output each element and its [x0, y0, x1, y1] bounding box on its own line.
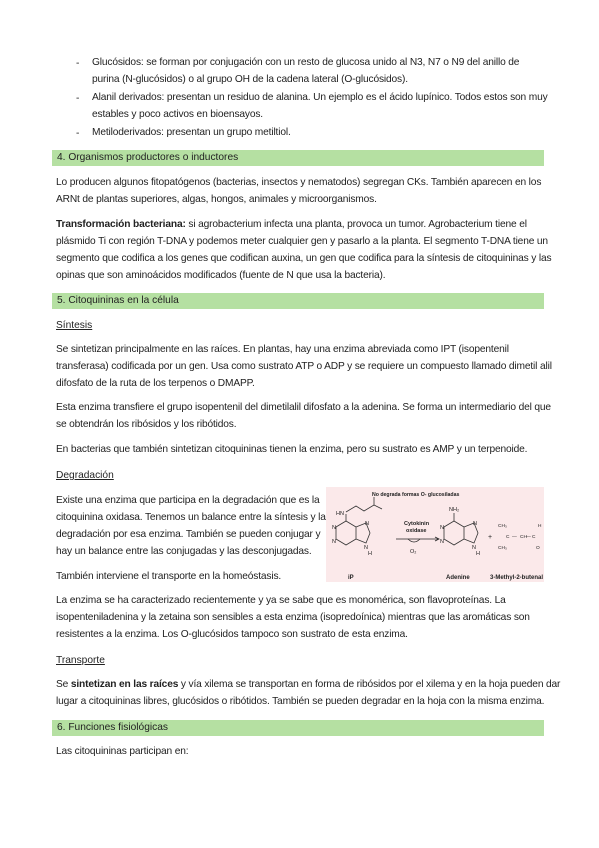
- ip-molecule-icon: [336, 497, 382, 545]
- ip-hn-label: HN: [336, 511, 344, 517]
- ip-n7-label: N: [365, 521, 369, 527]
- degradacion-p3-line2: isopenteniladenina y la zetaina son sensibles a esta enzima (isopredoínica) mientras que las aromáticas son: [56, 612, 530, 623]
- figure-plus: +: [488, 534, 493, 541]
- sintesis-p1-line2: transferasa) codificada por un gen. Usa como sustrato ATP o ADP y se requiere un compuesto llamado dimetil alil: [56, 361, 552, 372]
- sintesis-p1-line3: difosfato de la ruta de los terpenos o DMAPP.: [56, 378, 255, 389]
- butenal-o-label: O: [536, 546, 540, 551]
- figure-label-ip: iP: [348, 575, 354, 581]
- adenine-nh2-label: NH₂: [449, 507, 460, 513]
- transformacion-bold: Transformación bacteriana:: [56, 219, 186, 230]
- butenal-bond-1: —: [512, 535, 517, 540]
- bullet-mark: -: [76, 128, 80, 139]
- bullet-metilo-line1: Metiloderivados: presentan un grupo metiltiol.: [92, 127, 291, 138]
- bullet-alanil-line2: estables y poco activos en bioensayos.: [92, 109, 263, 120]
- adenine-molecule-icon: [444, 513, 478, 545]
- subheading-degradacion: Degradación: [56, 470, 114, 481]
- adenine-n1-label: N: [440, 525, 444, 531]
- butenal-ch-label: CH: [520, 535, 527, 540]
- ip-h-label: H: [368, 551, 372, 557]
- transformacion-text: si agrobacterium infecta una planta, provoca un tumor. Agrobacterium tiene el: [185, 219, 527, 230]
- butenal-ch3-bottom: CH₃: [498, 546, 507, 551]
- transporte-rest: y vía xilema se transportan en forma de ribósidos por el xilema y en la hoja pueden dar: [178, 679, 561, 690]
- section-heading-6-text: 6. Funciones fisiológicas: [57, 722, 168, 733]
- degradacion-p1-line1: Existe una enzima que participa en la degradación que es la: [56, 495, 320, 506]
- sintesis-p2-line2: se obtendrán los ribósidos y los ribótidos.: [56, 419, 237, 430]
- figure-label-adenine: Adenine: [446, 575, 470, 581]
- adenine-h-label: H: [476, 551, 480, 557]
- sintesis-p3: En bacterias que también sintetizan citoquininas tienen la enzima, pero su sustrato es AMP y un terpenoide.: [56, 444, 528, 455]
- butenal-h-label: H: [538, 524, 542, 529]
- figure-enzyme-line2: oxidase: [406, 528, 427, 534]
- degradation-figure: [326, 487, 544, 582]
- bullet-mark: -: [76, 58, 80, 69]
- adenine-n9-label: N: [472, 545, 476, 551]
- s4-paragraph2-line3: segmento que codifica a los genes que codifican auxina, un gen que codifica para la síntesis de citoquininas y las: [56, 253, 552, 264]
- ip-n3-label: N: [332, 539, 336, 545]
- transporte-pre: Se: [56, 679, 71, 690]
- degradacion-p1-line4: hay un balance entre las conjugadas y las desconjugadas.: [56, 546, 312, 557]
- sintesis-p2-line1: Esta enzima transfiere el grupo isopentenil del dimetilalil difosfato a la adenina. Se forma un intermediario del que: [56, 402, 551, 413]
- section-heading-4-text: 4. Organismos productores o inductores: [57, 152, 239, 163]
- bullet-alanil-line1: Alanil derivados: presentan un residuo de alanina. Un ejemplo es el ácido lupínico. Todos estos son muy: [92, 92, 548, 103]
- subheading-sintesis: Síntesis: [56, 320, 93, 331]
- degradacion-p1-line3: degradación por esa enzima. También se pueden conjugar y: [56, 529, 321, 540]
- butenal-c-label: C: [506, 535, 510, 540]
- degradacion-p2: También interviene el transporte en la homeóstasis.: [56, 571, 282, 582]
- figure-enzyme-line1: Cytokinin: [404, 521, 430, 527]
- butenal-c2-label: C: [532, 535, 536, 540]
- reaction-diagram: [326, 487, 544, 582]
- curved-arrow-icon: [408, 539, 420, 542]
- butenal-ch3-top: CH₃: [498, 524, 507, 529]
- figure-o2: O₂: [410, 549, 417, 555]
- section-heading-4: [52, 150, 544, 166]
- section-heading-5: [52, 293, 544, 309]
- section-heading-5-text: 5. Citoquininas en la célula: [57, 295, 179, 306]
- subheading-transporte: Transporte: [56, 655, 105, 666]
- butenal-bond-2: —: [526, 535, 531, 540]
- transporte-line1: [56, 676, 560, 694]
- s4-paragraph1-line2: ARNt de plantas superiores, algas, hongos, animales y microorganismos.: [56, 194, 377, 205]
- s4-paragraph2-line4: opinas que son aminoácidos modificados (fuente de N que usa la bacteria).: [56, 270, 386, 281]
- bullet-glucosidos-line1: Glucósidos: se forman por conjugación con un resto de glucosa unido al N3, N7 o N9 del anillo de: [92, 57, 520, 68]
- ip-n9-label: N: [364, 545, 368, 551]
- transporte-bold: sintetizan en las raíces: [70, 679, 179, 690]
- figure-top-note: No degrada formas O- glucosiladas: [372, 492, 460, 498]
- s4-paragraph2-line2: plásmido Ti con región T-DNA y podemos meter cualquier gen y pasarlo a la planta. El segmento T-DNA tiene un: [56, 236, 548, 247]
- s4-paragraph2-line1: [56, 216, 527, 234]
- figure-label-butenal: 3-Methyl-2-butenal: [490, 575, 544, 581]
- degradacion-p3-line1: La enzima se ha caracterizado recientemente y ya se sabe que es monomérica, son flavoproteínas. La: [56, 595, 506, 606]
- adenine-n3-label: N: [440, 539, 444, 545]
- transporte-line2: lugar a citoquininas libres, glucósidos o ribótidos. También se pueden degradar en la hoja con la misma enzima.: [56, 696, 545, 707]
- section-heading-6: [52, 720, 544, 736]
- adenine-n7-label: N: [473, 521, 477, 527]
- bullet-mark: -: [76, 93, 80, 104]
- degradacion-p3-line3: resistentes a la enzima. Los O-glucósidos tampoco son sustrato de esta enzima.: [56, 629, 408, 640]
- sintesis-p1-line1: Se sintetizan principalmente en las raíces. En plantas, hay una enzima abreviada como IPT (isopentenil: [56, 344, 509, 355]
- ip-n1-label: N: [332, 525, 336, 531]
- s4-paragraph1-line1: Lo producen algunos fitopatógenos (bacterias, insectos y nematodos) segregan CKs. También aparecen en los: [56, 177, 542, 188]
- degradacion-p1-line2: citoquinina oxidasa. Tenemos un balance entre la síntesis y la: [56, 512, 326, 523]
- bullet-glucosidos-line2: purina (N-glucósidos) o al grupo OH de la cadena lateral (O-glucósidos).: [92, 74, 408, 85]
- s6-paragraph1: Las citoquininas participan en:: [56, 746, 189, 757]
